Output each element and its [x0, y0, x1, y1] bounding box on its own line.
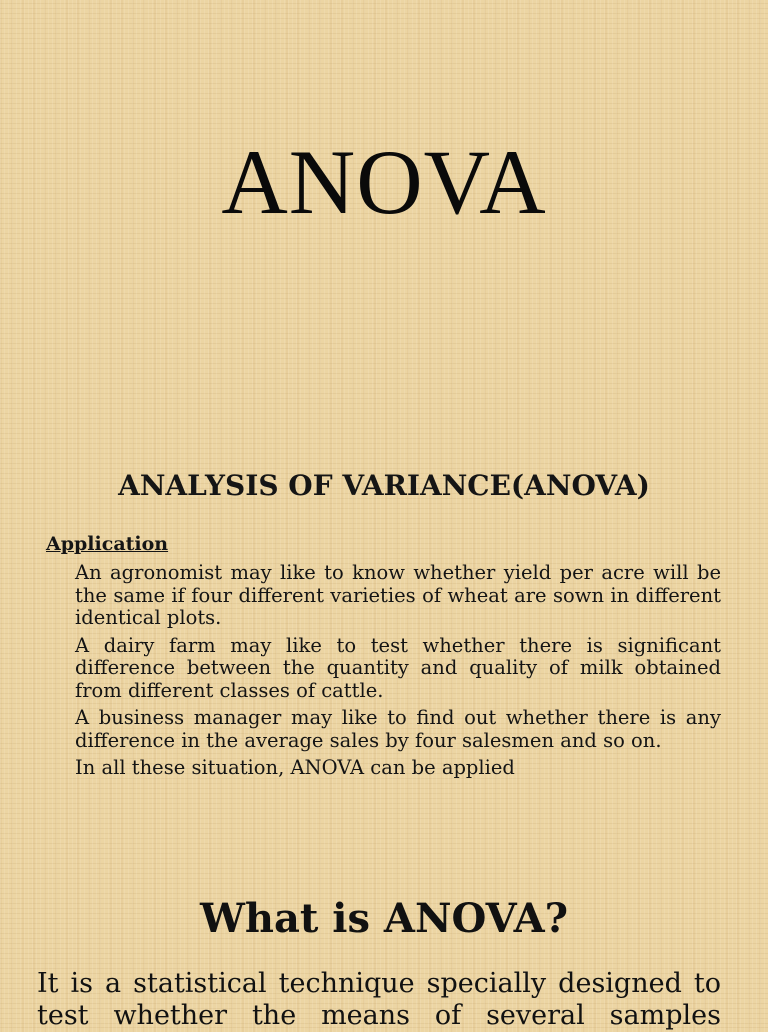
list-item: An agronomist may like to know whether yield per acre will be the same if four different varieties of wheat are sown in different identical plots.	[75, 561, 721, 629]
list-item: A business manager may like to find out whether there is any difference in the average sales by four salesmen and so on.	[75, 706, 721, 752]
application-label: Application	[46, 533, 169, 555]
list-item: In all these situation, ANOVA can be applied	[75, 756, 515, 779]
page-title: ANOVA	[221, 131, 547, 233]
body-paragraph: It is a statistical technique specially designed to test whether the means of several samples	[37, 968, 721, 1031]
slide-what-is-anova	[0, 860, 768, 1031]
list-item: A dairy farm may like to test whether there is significant difference between the quantity and quality of milk obtained from different classes of cattle.	[75, 633, 721, 702]
section-heading: ANALYSIS OF VARIANCE(ANOVA)	[118, 469, 650, 502]
application-list	[75, 562, 721, 785]
slide-title	[0, 0, 768, 420]
slide-application	[0, 420, 768, 860]
section-heading: What is ANOVA?	[199, 895, 569, 942]
